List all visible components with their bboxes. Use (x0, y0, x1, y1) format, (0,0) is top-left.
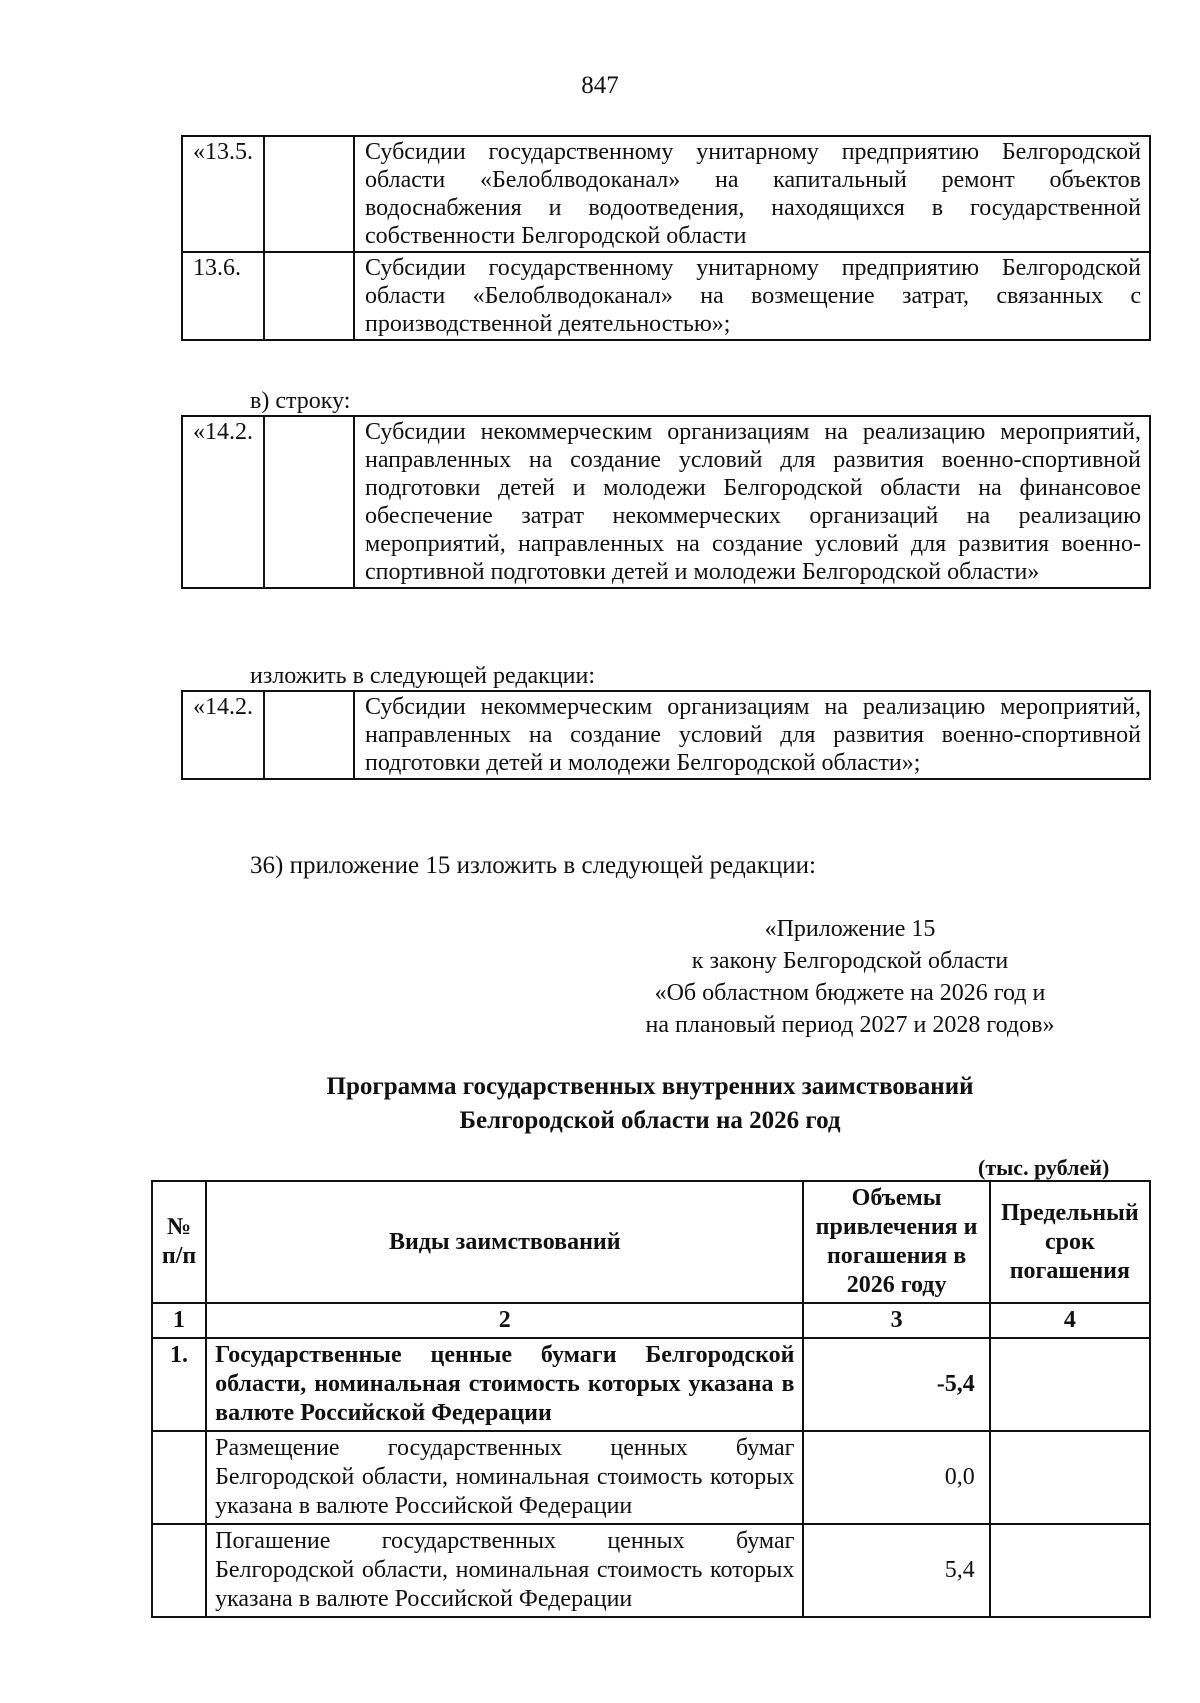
row-text: Погашение государственных ценных бумаг Белгородской области, номинальная стоимость которых указана в валюте Российской Федерации (206, 1524, 803, 1617)
row-text: Субсидии некоммерческим организациям на реализацию мероприятий, направленных на создание условий для развития военно-спортивной подготовки детей и молодежи Белгородской области на финансовое обеспечение затрат некоммерческих организаций на реализацию мероприятий, направленных на создание условий для развития военно-спортивной подготовки детей и молодежи Белгородской области» (354, 416, 1150, 588)
subsidy-table-14-old (181, 415, 1151, 589)
table-row (182, 252, 1150, 340)
row-text: Субсидии государственному унитарному предприятию Белгородской области «Белоблводоканал» на возмещение затрат, связанных с производственной деятельностью»; (354, 252, 1150, 340)
header-term: Предельный срок погашения (990, 1181, 1150, 1303)
unit-label: (тыс. рублей) (978, 1155, 1110, 1180)
row-number: «14.2. (182, 691, 264, 779)
header-volume: Объемы привлечения и погашения в 2026 году (803, 1181, 989, 1303)
row-code (264, 416, 354, 588)
row-text: Субсидии государственному унитарному предприятию Белгородской области «Белоблводоканал» на капитальный ремонт объектов водоснабжения и водоотведения, находящихся в государственной собственности Белгородской области (354, 136, 1150, 252)
row-term (990, 1524, 1150, 1617)
column-number: 1 (152, 1303, 206, 1338)
row-value: 5,4 (803, 1524, 989, 1617)
row-code (264, 136, 354, 252)
label-line-v: в) строку: (250, 388, 351, 414)
row-value: -5,4 (803, 1338, 989, 1431)
row-code (264, 252, 354, 340)
row-term (990, 1431, 1150, 1524)
page-number: 847 (581, 72, 619, 99)
paragraph-36: 36) приложение 15 изложить в следующей редакции: (250, 852, 816, 879)
row-number: 13.6. (182, 252, 264, 340)
table-row (152, 1431, 1150, 1524)
heading-line: Программа государственных внутренних заимствований (326, 1073, 974, 1100)
column-number: 4 (990, 1303, 1150, 1338)
row-text: Размещение государственных ценных бумаг Белгородской области, номинальная стоимость которых указана в валюте Российской Федерации (206, 1431, 803, 1524)
table-row (182, 416, 1150, 588)
row-number (152, 1524, 206, 1617)
document-heading (150, 1070, 1150, 1138)
borrowing-program-table (151, 1180, 1151, 1618)
row-number: «14.2. (182, 416, 264, 588)
label-edit: изложить в следующей редакции: (250, 663, 596, 689)
header-num: № п/п (152, 1181, 206, 1303)
header-kind: Виды заимствований (206, 1181, 803, 1303)
appendix-line: «Об областном бюджете на 2026 год и (654, 980, 1046, 1006)
subsidy-table-13 (181, 135, 1151, 341)
column-number-row (152, 1303, 1150, 1338)
row-text: Субсидии некоммерческим организациям на реализацию мероприятий, направленных на создание условий для развития военно-спортивной подготовки детей и молодежи Белгородской области»; (354, 691, 1150, 779)
table-row (182, 691, 1150, 779)
row-value: 0,0 (803, 1431, 989, 1524)
row-number: «13.5. (182, 136, 264, 252)
appendix-line: на плановый период 2027 и 2028 годов» (645, 1012, 1055, 1038)
row-number (152, 1431, 206, 1524)
row-code (264, 691, 354, 779)
table-row (152, 1524, 1150, 1617)
row-text: Государственные ценные бумаги Белгородской области, номинальная стоимость которых указана в валюте Российской Федерации (206, 1338, 803, 1431)
appendix-line: к закону Белгородской области (691, 948, 1009, 974)
column-number: 3 (803, 1303, 989, 1338)
subsidy-table-14-new (181, 690, 1151, 780)
table-row (152, 1338, 1150, 1431)
column-number: 2 (206, 1303, 803, 1338)
table-row (182, 136, 1150, 252)
row-number: 1. (152, 1338, 206, 1431)
table-header-row (152, 1181, 1150, 1303)
appendix-line: «Приложение 15 (764, 916, 936, 942)
heading-line: Белгородской области на 2026 год (459, 1107, 841, 1134)
row-term (990, 1338, 1150, 1431)
appendix-header (570, 913, 1130, 1041)
